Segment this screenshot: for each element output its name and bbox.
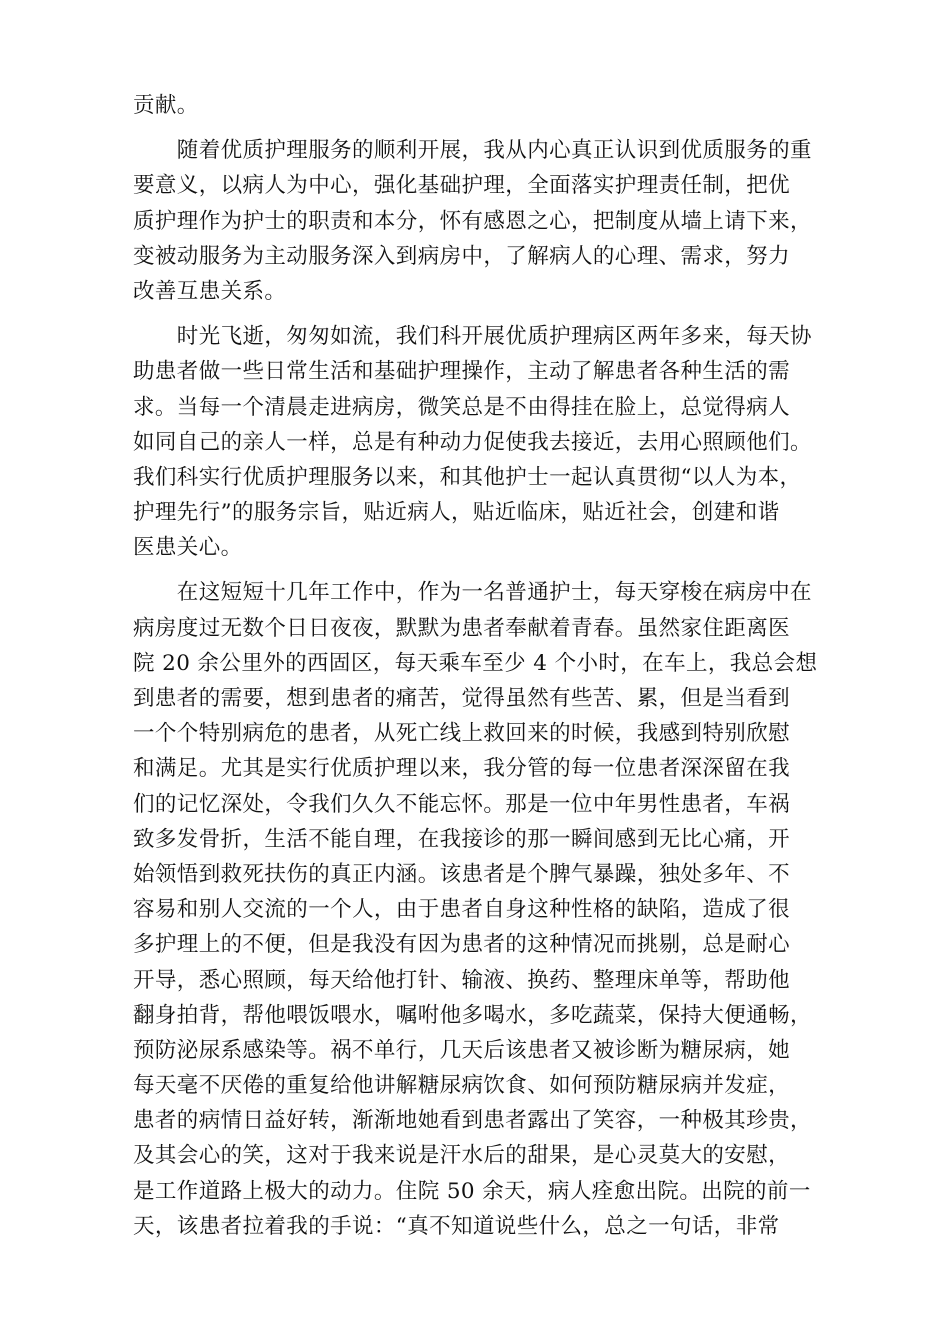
- text-line: 是工作道路上极大的动力。住院 50 余天，病人痊愈出院。出院的前一: [133, 1178, 811, 1204]
- paragraph-1: [133, 88, 823, 123]
- text-line: 天，该患者拉着我的手说：“真不知道说些什么，总之一句话，非常: [133, 1213, 780, 1239]
- text-line: 致多发骨折，生活不能自理，在我接诊的那一瞬间感到无比心痛，开: [133, 826, 791, 852]
- text-line: 和满足。尤其是实行优质护理以来，我分管的每一位患者深深留在我: [133, 756, 791, 782]
- text-line: 容易和别人交流的一个人，由于患者自身这种性格的缺陷，造成了很: [133, 897, 791, 923]
- text-line: 们的记忆深处，令我们久久不能忘怀。那是一位中年男性患者，车祸: [133, 791, 791, 817]
- paragraph-4: [133, 575, 823, 1244]
- text-line: 病房度过无数个日日夜夜，默默为患者奉献着青春。虽然家住距离医: [133, 615, 791, 641]
- text-line: 始领悟到救死扶伤的真正内涵。该患者是个脾气暴躁，独处多年、不: [133, 861, 791, 887]
- text-line: 医患关心。: [133, 535, 243, 561]
- text-line: 时光飞逝，匆匆如流，我们科开展优质护理病区两年多来，每天协: [133, 324, 812, 350]
- text-line: 求。当每一个清晨走进病房，微笑总是不由得挂在脸上，总觉得病人: [133, 394, 791, 420]
- text-line: 及其会心的笑，这对于我来说是汗水后的甜果，是心灵莫大的安慰，: [133, 1143, 791, 1169]
- text-line: 翻身拍背，帮他喂饭喂水，嘱咐他多喝水，多吃蔬菜，保持大便通畅，: [133, 1002, 812, 1028]
- text-line: 在这短短十几年工作中，作为一名普通护士，每天穿梭在病房中在: [133, 580, 812, 606]
- text-line: 贡献。: [133, 93, 199, 118]
- text-line: 要意义，以病人为中心，强化基础护理，全面落实护理责任制，把优: [133, 173, 791, 199]
- text-line: 如同自己的亲人一样，总是有种动力促使我去接近，去用心照顾他们。: [133, 429, 812, 455]
- text-line: 改善互患关系。: [133, 278, 287, 304]
- text-line: 预防泌尿系感染等。祸不单行，几天后该患者又被诊断为糖尿病，她: [133, 1037, 791, 1063]
- text-line: 患者的病情日益好转，渐渐地她看到患者露出了笑容，一种极其珍贵，: [133, 1108, 812, 1134]
- text-line: 我们科实行优质护理服务以来，和其他护士一起认真贯彻“以人为本，: [133, 464, 802, 490]
- paragraph-3: [133, 319, 823, 565]
- text-line: 每天毫不厌倦的重复给他讲解糖尿病饮食、如何预防糖尿病并发症，: [133, 1073, 791, 1099]
- text-line: 院 20 余公里外的西固区，每天乘车至少 4 个小时，在车上，我总会想: [133, 650, 818, 676]
- text-line: 随着优质护理服务的顺利开展，我从内心真正认识到优质服务的重: [133, 138, 812, 164]
- text-line: 护理先行”的服务宗旨，贴近病人，贴近临床，贴近社会，创建和谐: [133, 500, 780, 526]
- text-line: 质护理作为护士的职责和本分，怀有感恩之心，把制度从墙上请下来，: [133, 208, 812, 234]
- paragraph-2: [133, 133, 823, 309]
- text-line: 一个个特别病危的患者，从死亡线上救回来的时候，我感到特别欣慰: [133, 721, 791, 747]
- text-line: 多护理上的不便，但是我没有因为患者的这种情况而挑剔，总是耐心: [133, 932, 791, 958]
- document-page: [133, 88, 823, 1254]
- text-line: 开导，悉心照顾，每天给他打针、输液、换药、整理床单等，帮助他: [133, 967, 791, 993]
- text-line: 助患者做一些日常生活和基础护理操作，主动了解患者各种生活的需: [133, 359, 791, 385]
- text-line: 变被动服务为主动服务深入到病房中，了解病人的心理、需求，努力: [133, 243, 791, 269]
- text-line: 到患者的需要，想到患者的痛苦，觉得虽然有些苦、累，但是当看到: [133, 686, 791, 711]
